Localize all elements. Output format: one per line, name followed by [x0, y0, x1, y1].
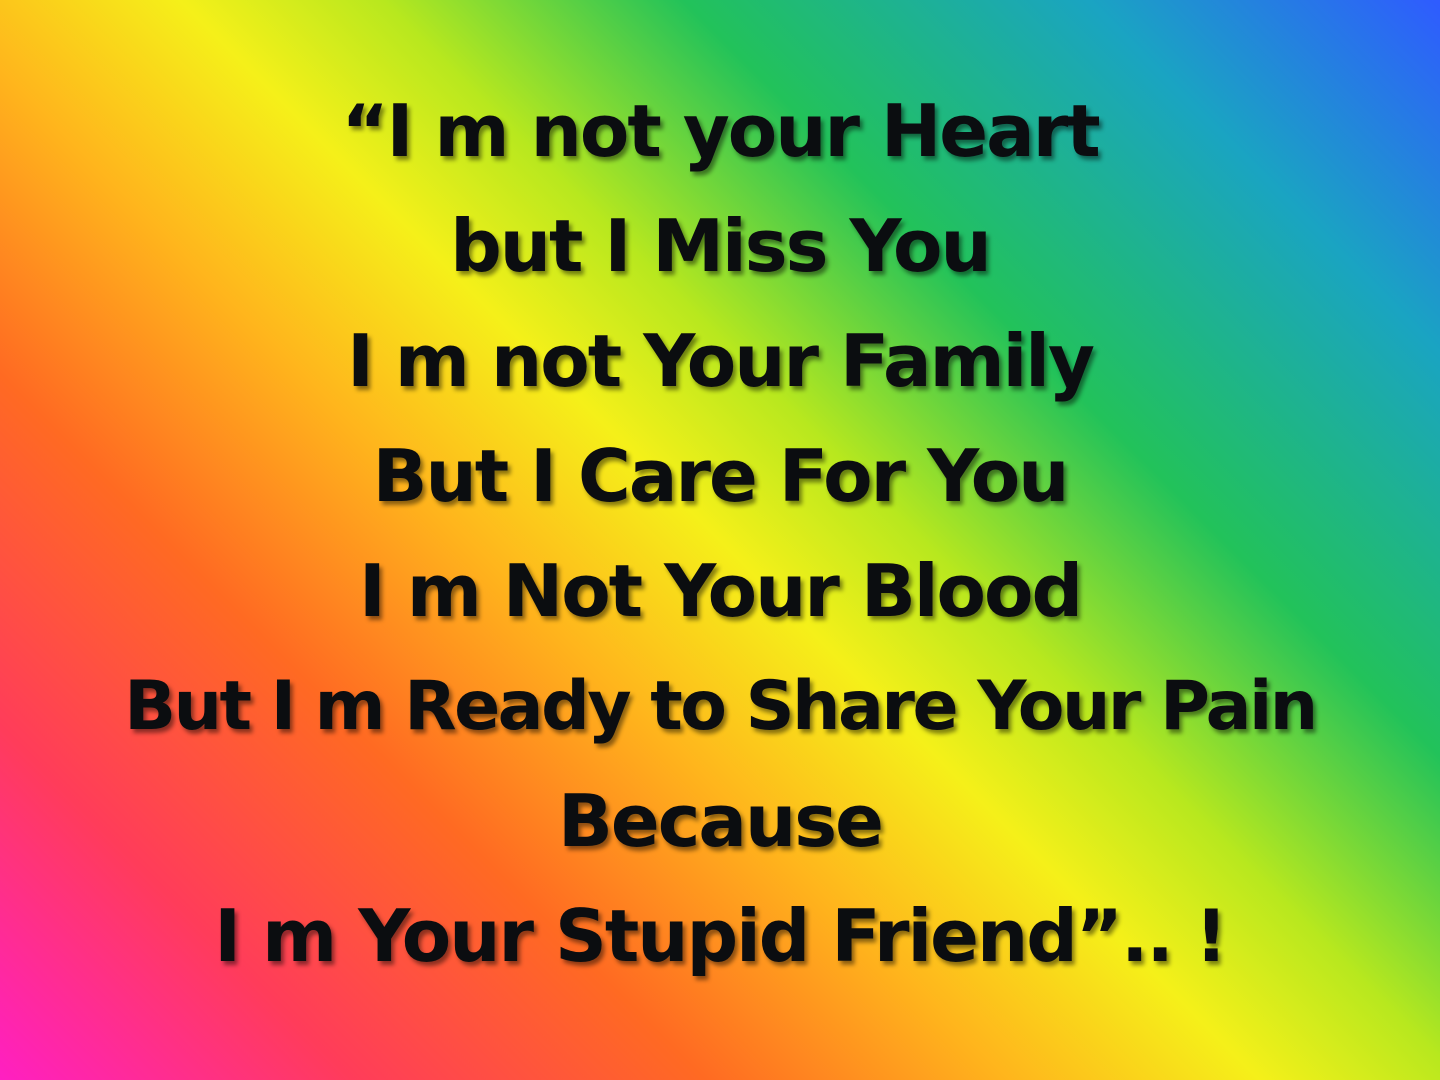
quote-line-2: but I Miss You — [450, 204, 990, 288]
quote-line-4: But I Care For You — [372, 434, 1068, 518]
quote-line-6: But I m Ready to Share Your Pain — [124, 667, 1316, 746]
quote-line-1: “I m not your Heart — [341, 89, 1099, 173]
quote-line-5: I m Not Your Blood — [358, 549, 1081, 633]
quote-line-8: I m Your Stupid Friend”.. ! — [214, 894, 1226, 978]
friendship-quote — [0, 74, 1440, 994]
quote-line-3: I m not Your Family — [347, 319, 1093, 403]
quote-line-7: Because — [558, 779, 882, 863]
